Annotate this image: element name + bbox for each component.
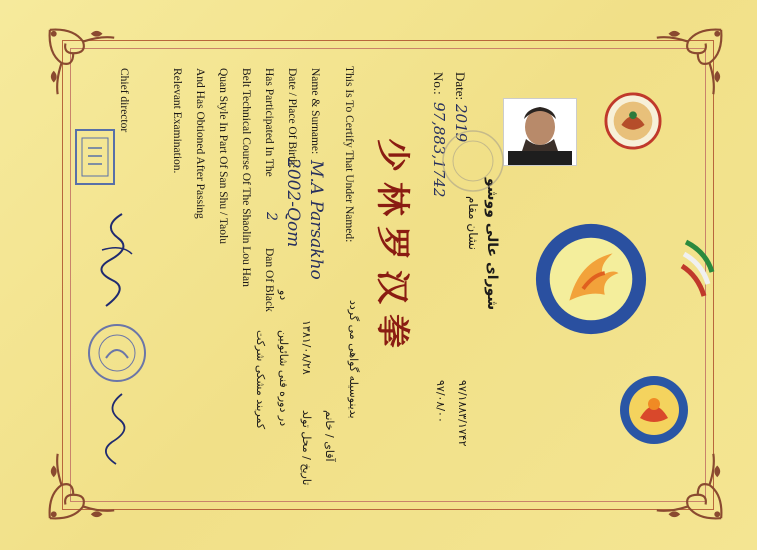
persian-line-4: در دوره فنی شائولین: [277, 330, 290, 427]
persian-line-3: تاریخ / محل تولد: [300, 410, 313, 486]
name-label: Name & Surname:: [309, 68, 321, 155]
dan-value: 2: [263, 212, 279, 221]
corner-ornament: [649, 446, 727, 524]
stamp-faint: [438, 126, 508, 196]
persian-subtitle: نشان مقام: [466, 196, 480, 250]
persian-line-2: آقای / خانم: [323, 410, 336, 462]
persian-title: شورای عالی ووشو: [484, 178, 500, 311]
chief-director-label: Chief director: [118, 68, 130, 133]
corner-ornament: [44, 24, 122, 102]
shaolin-kung-fu-logo: [618, 374, 690, 446]
intro-line: This Is To Certify That Under Named:: [343, 66, 355, 243]
iran-sport-emblem: [680, 232, 720, 302]
stamp-rectangular: [74, 128, 116, 186]
no-value: 97,883,1742: [430, 102, 448, 198]
no-label: No.:: [431, 72, 446, 95]
participated-label: Has Participated In The: [263, 68, 275, 177]
signature: [96, 390, 136, 480]
dob-value: 2002-Qom: [283, 158, 303, 248]
exam-line: Relevant Examination.: [171, 68, 183, 174]
dob-label: Date / Place Of Birth:: [286, 68, 298, 169]
dan-suffix: Dan Of Black: [263, 248, 275, 312]
persian-line-1: بدینوسیله گواهی می گردد: [347, 300, 360, 419]
obtained-line: And Has Obtioned After Passing: [194, 68, 206, 219]
stamp-round: [86, 322, 148, 384]
date-label: Date:: [453, 72, 468, 101]
date-value: 2019: [452, 104, 470, 143]
course-line: Belt Technical Course Of The Shaolin Lou Han: [240, 68, 252, 287]
persian-num-2: ۹۷/۰۸/۰۰: [434, 380, 447, 423]
name-value: M.A Parsakho: [306, 160, 326, 280]
signature: [92, 210, 138, 310]
wushu-federation-logo: [604, 92, 662, 150]
corner-ornament: [649, 24, 727, 102]
persian-dan: دو: [277, 290, 290, 301]
persian-year: ۱۳۸۱/۰۸/۲۸: [300, 320, 313, 375]
chinese-title: 少林罗汉拳: [372, 138, 412, 358]
persian-num-1: ۹۷/۱۸۸۳/۱۷۴۲: [456, 380, 469, 447]
persian-line-5: کمربند مشکی شرکت: [254, 330, 267, 430]
portrait-photo: [503, 98, 577, 166]
phoenix-emblem: [532, 220, 650, 338]
style-line: Quan Style In Part Of San Shu / Taolu: [217, 68, 229, 244]
